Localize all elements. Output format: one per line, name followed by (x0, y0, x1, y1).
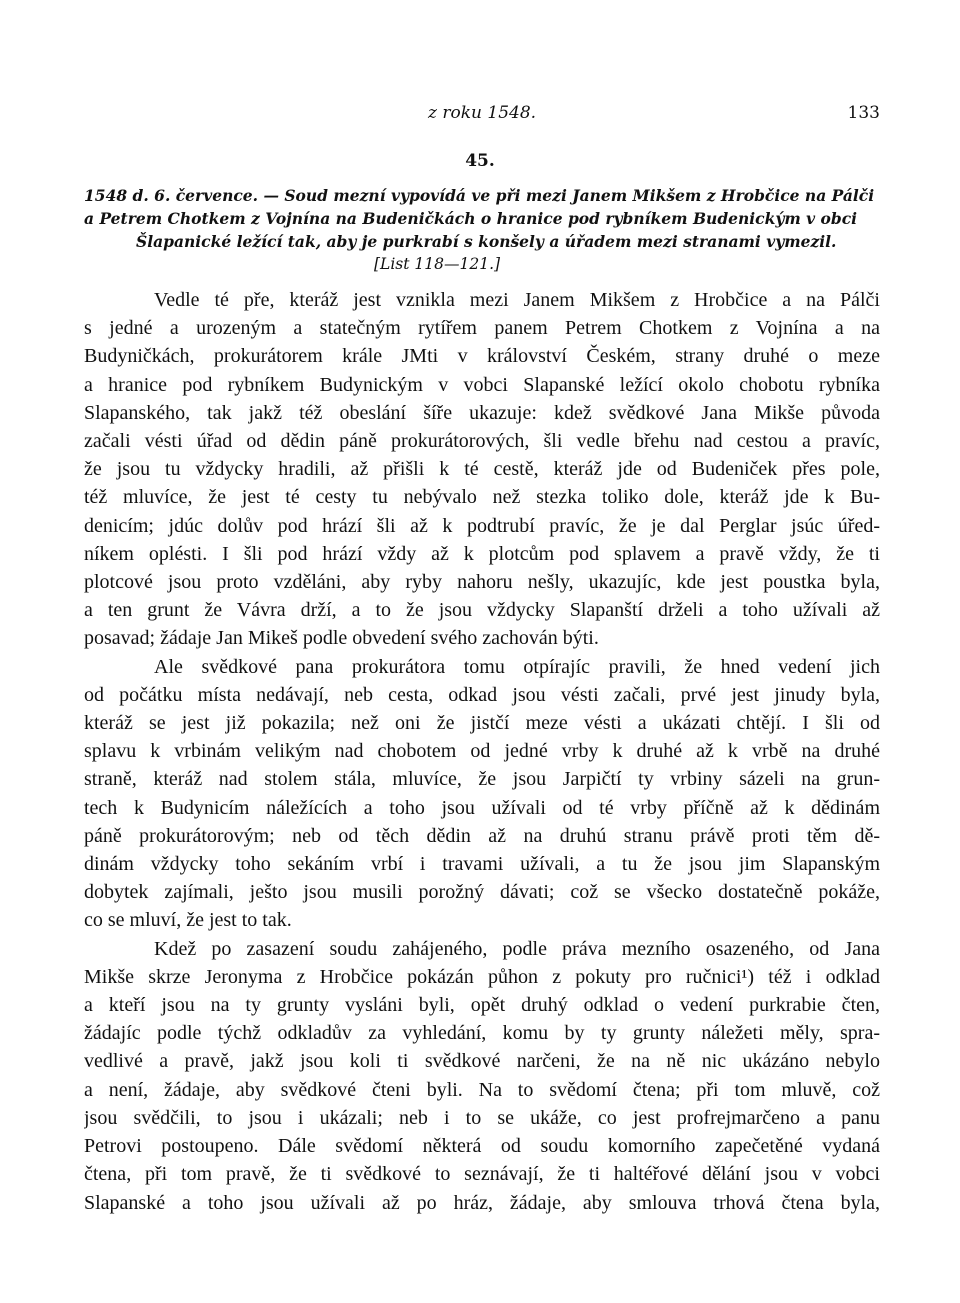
text-line: a kteří jsou na ty grunty vysláni byli, opět druhý odklad o vedení purkrabie čten, (84, 994, 880, 1017)
text-line: Petrovi postoupeno. Dále svědomí některá od soudu komorního zapečetěné vydaná (84, 1135, 880, 1158)
text-line: žádajíc podle týchž odkladův za vyhledání, komu by ty grunty náležeti měly, spra- (84, 1022, 880, 1045)
document-number: 45. (465, 151, 495, 171)
text-line: čtena, při tom pravě, že ti svědkové to seznávají, že ti haltéřové dělání jsou v vobci (84, 1163, 880, 1186)
summary-line: 1548 d. 6. července. — Soud mezní vypovídá ve při mezi Janem Mikšem z Hrobčice na Pálči (84, 186, 875, 205)
text-line: straně, kteráž nad stolem stála, mluvíce, že jsou Jarpičtí ty vrbiny sázeli na grun- (84, 768, 880, 791)
body-text (84, 286, 880, 1217)
summary-line: a Petrem Chotkem z Vojnína na Budeničkách o hranice pod rybníkem Budenickým v obci (84, 209, 858, 228)
text-line: tech k Budynicím náležících a toho jsou užívali od té vrby příčně až k dědinám (84, 796, 880, 819)
text-line: a není, žádaje, aby svědkové čteni byli. Na to svědomí čtena; při tom mluvě, což (84, 1078, 880, 1101)
text-line: kteráž se jest již pokazila; než oni že jistčí meze vésti a ukázati chtějí. I šli od (84, 712, 880, 735)
text-line: Ale svědkové pana prokurátora tomu otpírajíc pravili, že hned vedení jich (154, 655, 880, 678)
text-line: denicím; jdúc dolův pod hrází šli až k podtrubí pravíc, že je dal Perglar jsúc úřed- (84, 514, 880, 537)
text-line: Budyničkách, prokurátorem krále JMti v království Českém, strany druhé o meze (84, 345, 880, 368)
text-line: začali vésti úřad od dědin páně prokurátorových, šli vedle břehu nad cestou a pravíc, (84, 430, 880, 453)
document-summary (84, 184, 878, 276)
text-line: Kdež po zasazení soudu zahájeného, podle práva mezního osazeného, od Jana (154, 937, 880, 960)
text-line: a ten grunt že Vávra drží, a to že jsou vždycky Slapanští drželi a toho užívali až (84, 599, 880, 622)
text-line: a hranice pod rybníkem Budynickým v vobci Slapanské ležící okolo chobotu rybníka (84, 373, 880, 396)
summary-line: Šlapanické ležící tak, aby je purkrabí s konšely a úřadem mezi stranami vymezil. (136, 232, 837, 251)
running-title: z roku 1548. (428, 103, 537, 123)
text-line: splavu k vrbinám velikým nad chobotem od jedné vrby k druhé až k vrbě na druhé (84, 740, 880, 763)
page-number: 133 (847, 103, 880, 123)
text-line: posavad; žádaje Jan Mikeš podle obvedení svého zachován býti. (84, 627, 599, 650)
text-line: Vedle té pře, kteráž jest vznikla mezi Janem Mikšem z Hrobčice a na Pálči (154, 289, 880, 311)
text-line: od počátku místa nedávají, neb cesta, odkad jsou vésti začali, prvé jest jinudy byla, (84, 683, 880, 706)
text-line: dobytek zajímali, ješto jsou musili porožný dávati; což se všecko dostatečně pokáže, (84, 881, 880, 904)
text-line: dinám vždycky toho sekáním vrbí i travami užívali, a tu že jsou jim Slapanským (84, 853, 880, 876)
source-reference: [List 118—121.] (374, 255, 501, 273)
text-line: Slapanského, tak jakž též obeslání šíře ukazuje: kdež svědkové Jana Mikše původa (84, 401, 880, 424)
text-line: že jsou tu vždycky hradili, až přišli k té cestě, kteráž jde od Budeniček přes pole, (84, 458, 880, 481)
text-line: jsou svědčili, to jsou i ukázali; neb i to se ukáže, co jest profrejmarčeno a panu (84, 1106, 880, 1129)
text-line: též mluvíce, že jest té cesty tu nebývalo než stezka toliko dole, kteráž jde k Bu- (84, 486, 880, 509)
text-line: vedlivé a pravě, jakž jsou koli ti svědkové narčeni, že na ně nic ukázáno nebylo (84, 1050, 880, 1073)
text-line: s jedné a urozeným a statečným rytířem panem Petrem Chotkem z Vojnína a na (84, 317, 880, 340)
text-line: co se mluví, že jest to tak. (84, 909, 292, 932)
page-header (0, 103, 960, 129)
text-line: plotcové jsou proto vzděláni, aby ryby nahoru nešly, ukazujíc, kde jest poustka byla, (84, 571, 880, 594)
text-line: Slapanské a toho jsou užívali až po hráz, žádaje, aby smlouva trhová čtena byla, (84, 1191, 880, 1214)
text-line: páně prokurátorovým; neb od těch dědin až na druhú stranu právě proti těm dě- (84, 824, 880, 847)
text-line: Mikše skrze Jeronyma z Hrobčice pokázán půhon z pokuty pro ručnici¹) též i odklad (84, 965, 880, 988)
text-line: níkem oplésti. I šli pod hrází vždy až k plotcům pod splavem a pravě vždy, že ti (84, 542, 880, 565)
